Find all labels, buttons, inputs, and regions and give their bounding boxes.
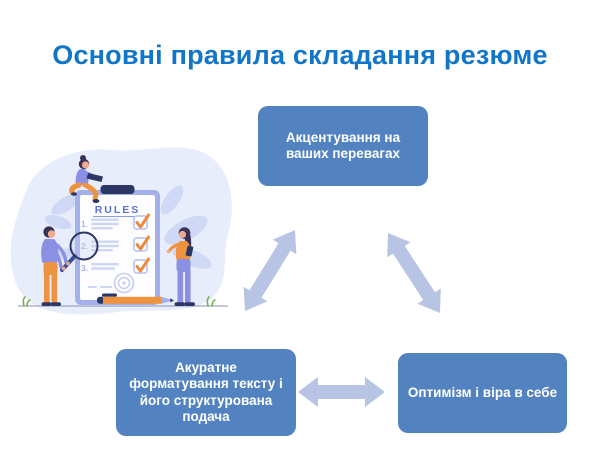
page-title: Основні правила складання резюме — [52, 40, 548, 70]
card-text-line: його структурована — [139, 392, 273, 408]
card-text-line: форматування тексту і — [129, 376, 283, 391]
clipboard-title: RULES — [94, 204, 141, 216]
shoe — [71, 192, 77, 196]
card-neat-formatting — [116, 349, 296, 436]
row-number: 1. — [81, 219, 89, 229]
face — [82, 161, 89, 168]
text-line-bar — [91, 223, 119, 225]
shoe — [175, 302, 186, 306]
leg — [178, 270, 184, 303]
hand — [167, 250, 171, 254]
card-optimism — [398, 353, 567, 433]
magnifier-lens — [71, 233, 98, 260]
double-arrow-horizontal-icon — [298, 377, 385, 407]
shoe — [185, 302, 196, 306]
hand — [62, 267, 66, 271]
text-line-bar — [91, 263, 119, 265]
card-emphasis-advantages — [258, 106, 428, 186]
shoe — [42, 302, 52, 306]
row-number: 2. — [81, 241, 89, 251]
face — [179, 231, 186, 238]
shoe — [51, 302, 61, 306]
leg — [52, 273, 58, 303]
leg — [185, 270, 191, 303]
text-line-bar — [91, 267, 115, 269]
double-arrow-top-left-icon — [244, 230, 297, 311]
clipboard-clip — [101, 185, 135, 194]
shoe — [93, 199, 100, 203]
double-arrow-top-right-icon — [387, 233, 441, 313]
card-text-line: подача — [182, 409, 230, 424]
pencil-body — [103, 297, 161, 304]
resume-rules-illustration — [0, 130, 240, 330]
leg — [44, 273, 50, 303]
pen-icon — [102, 294, 117, 297]
hand — [66, 262, 70, 266]
text-line-bar — [91, 219, 119, 221]
card-text-line: ваших перевагах — [285, 146, 401, 161]
text-line-bar — [91, 227, 113, 229]
card-text-line: Оптимізм і віра в себе — [407, 384, 558, 400]
face — [48, 230, 55, 237]
card-text-line: Акуратне — [175, 359, 237, 375]
card-text-line: Акцентування на — [285, 129, 401, 145]
row-number: 3. — [81, 263, 89, 273]
